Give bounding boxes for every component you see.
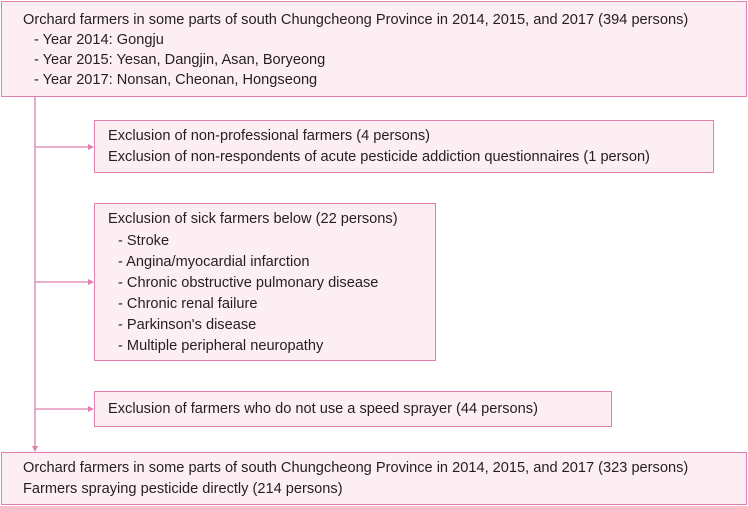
disease-item: - Angina/myocardial infarction — [118, 254, 310, 270]
initial-cohort-title: Orchard farmers in some parts of south Chungcheong Province in 2014, 2015, and 2017 (394 persons) — [23, 12, 689, 28]
disease-item: - Parkinson's disease — [118, 317, 257, 333]
exclusion-sick-title: Exclusion of sick farmers below (22 persons) — [108, 211, 398, 227]
disease-item: - Multiple peripheral neuropathy — [118, 338, 324, 354]
region-item: - Year 2015: Yesan, Dangjin, Asan, Boryeong — [34, 52, 326, 68]
exclusion-box-nonprofessional — [94, 120, 714, 173]
exclusion-line: Exclusion of non-respondents of acute pesticide addiction questionnaires (1 person) — [108, 149, 650, 165]
exclusion-box-speed-sprayer — [94, 391, 612, 427]
final-cohort-line: Farmers spraying pesticide directly (214 persons) — [23, 481, 343, 497]
final-cohort-box — [1, 452, 747, 505]
region-item: - Year 2014: Gongju — [34, 32, 164, 48]
disease-item: - Chronic obstructive pulmonary disease — [118, 275, 379, 291]
initial-cohort-box — [1, 1, 747, 97]
region-item: - Year 2017: Nonsan, Cheonan, Hongseong — [34, 72, 318, 88]
exclusion-line: Exclusion of non-professional farmers (4 persons) — [108, 128, 431, 144]
exclusion-line: Exclusion of farmers who do not use a speed sprayer (44 persons) — [108, 401, 538, 417]
disease-item: - Stroke — [118, 233, 170, 249]
exclusion-box-sick-farmers — [94, 203, 436, 361]
final-cohort-line: Orchard farmers in some parts of south Chungcheong Province in 2014, 2015, and 2017 (323 persons) — [23, 460, 689, 476]
disease-item: - Chronic renal failure — [118, 296, 258, 312]
